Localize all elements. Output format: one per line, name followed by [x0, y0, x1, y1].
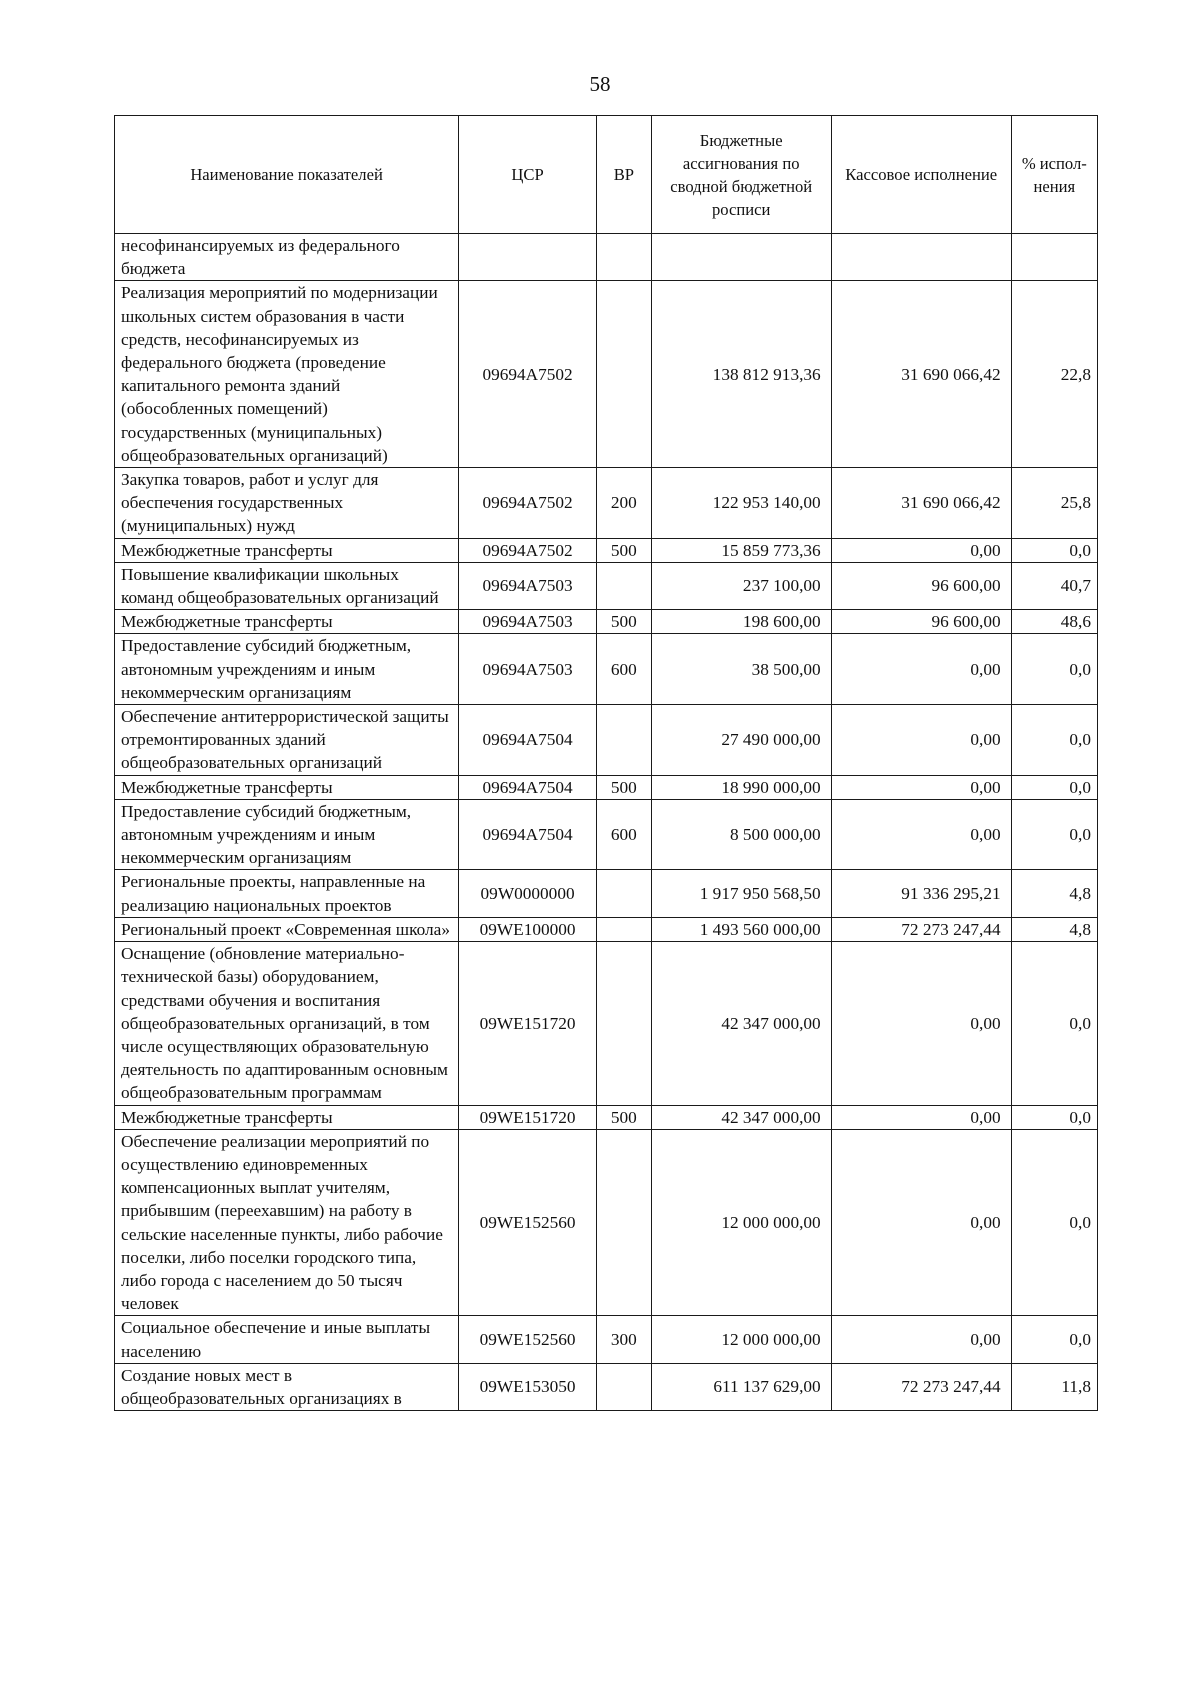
row-csr: 09WE100000 — [459, 917, 597, 941]
row-name: Предоставление субсидий бюджетным, автономным учреждениям и иным некоммерческим организациям — [115, 634, 459, 705]
table-row — [115, 1129, 1098, 1316]
row-name: Обеспечение антитеррористической защиты отремонтированных зданий общеобразовательных организаций — [115, 705, 459, 776]
row-cash-execution: 0,00 — [831, 1129, 1011, 1316]
table-body — [115, 234, 1098, 1411]
budget-execution-table — [114, 115, 1098, 1411]
row-vr — [597, 917, 652, 941]
table-row — [115, 1105, 1098, 1129]
row-cash-execution: 91 336 295,21 — [831, 870, 1011, 917]
row-assignations: 1 917 950 568,50 — [651, 870, 831, 917]
row-vr — [597, 234, 652, 281]
row-vr — [597, 562, 652, 609]
row-csr: 09WE152560 — [459, 1316, 597, 1363]
row-cash-execution: 0,00 — [831, 775, 1011, 799]
row-csr: 09694A7503 — [459, 634, 597, 705]
table-row — [115, 562, 1098, 609]
table-row — [115, 775, 1098, 799]
row-percent: 0,0 — [1011, 799, 1097, 870]
table-row — [115, 634, 1098, 705]
table-row — [115, 538, 1098, 562]
row-assignations: 27 490 000,00 — [651, 705, 831, 776]
row-vr: 500 — [597, 610, 652, 634]
table-row — [115, 705, 1098, 776]
row-vr — [597, 281, 652, 468]
row-assignations: 1 493 560 000,00 — [651, 917, 831, 941]
row-csr: 09694A7502 — [459, 281, 597, 468]
header-percent: % испол-нения — [1011, 116, 1097, 234]
row-cash-execution: 96 600,00 — [831, 610, 1011, 634]
header-assignations: Бюджетные ассигнования по сводной бюджетной росписи — [651, 116, 831, 234]
row-vr: 500 — [597, 538, 652, 562]
row-csr: 09694A7503 — [459, 610, 597, 634]
row-percent: 0,0 — [1011, 1129, 1097, 1316]
row-cash-execution: 31 690 066,42 — [831, 281, 1011, 468]
row-csr: 09W0000000 — [459, 870, 597, 917]
row-percent: 0,0 — [1011, 705, 1097, 776]
row-name: Региональный проект «Современная школа» — [115, 917, 459, 941]
table-row — [115, 281, 1098, 468]
row-percent: 48,6 — [1011, 610, 1097, 634]
row-vr — [597, 870, 652, 917]
header-row — [115, 116, 1098, 234]
row-cash-execution: 0,00 — [831, 799, 1011, 870]
row-percent: 0,0 — [1011, 1316, 1097, 1363]
row-assignations: 138 812 913,36 — [651, 281, 831, 468]
row-name: несофинансируемых из федерального бюджета — [115, 234, 459, 281]
row-name: Межбюджетные трансферты — [115, 538, 459, 562]
row-vr: 600 — [597, 799, 652, 870]
row-name: Оснащение (обновление материально-технической базы) оборудованием, средствами обучения и воспитания общеобразовательных организаций, в том числе осуществляющих образовательную деятельность по адаптированным основным общеобразовательным программам — [115, 942, 459, 1105]
header-csr: ЦСР — [459, 116, 597, 234]
row-percent: 0,0 — [1011, 775, 1097, 799]
row-percent: 4,8 — [1011, 917, 1097, 941]
row-vr: 200 — [597, 468, 652, 539]
row-csr: 09WE151720 — [459, 942, 597, 1105]
row-assignations: 198 600,00 — [651, 610, 831, 634]
row-csr: 09694A7504 — [459, 705, 597, 776]
row-name: Повышение квалификации школьных команд общеобразовательных организаций — [115, 562, 459, 609]
row-cash-execution: 0,00 — [831, 705, 1011, 776]
row-assignations: 18 990 000,00 — [651, 775, 831, 799]
row-name: Межбюджетные трансферты — [115, 1105, 459, 1129]
table-row — [115, 468, 1098, 539]
table-row — [115, 610, 1098, 634]
row-csr: 09694A7504 — [459, 775, 597, 799]
row-name: Предоставление субсидий бюджетным, автономным учреждениям и иным некоммерческим организациям — [115, 799, 459, 870]
row-csr: 09WE153050 — [459, 1363, 597, 1410]
header-cash-execution: Кассовое исполнение — [831, 116, 1011, 234]
row-assignations: 237 100,00 — [651, 562, 831, 609]
row-name: Региональные проекты, направленные на реализацию национальных проектов — [115, 870, 459, 917]
row-vr: 500 — [597, 775, 652, 799]
row-name: Межбюджетные трансферты — [115, 775, 459, 799]
row-vr — [597, 1363, 652, 1410]
row-assignations: 42 347 000,00 — [651, 942, 831, 1105]
row-cash-execution: 0,00 — [831, 942, 1011, 1105]
table-row — [115, 799, 1098, 870]
row-vr: 500 — [597, 1105, 652, 1129]
row-assignations: 42 347 000,00 — [651, 1105, 831, 1129]
row-assignations: 12 000 000,00 — [651, 1129, 831, 1316]
table-row — [115, 234, 1098, 281]
row-percent: 4,8 — [1011, 870, 1097, 917]
row-percent: 40,7 — [1011, 562, 1097, 609]
row-assignations — [651, 234, 831, 281]
row-assignations: 15 859 773,36 — [651, 538, 831, 562]
row-csr — [459, 234, 597, 281]
row-name: Межбюджетные трансферты — [115, 610, 459, 634]
row-csr: 09WE151720 — [459, 1105, 597, 1129]
row-percent: 25,8 — [1011, 468, 1097, 539]
row-name: Реализация мероприятий по модернизации школьных систем образования в части средств, несофинансируемых из федерального бюджета (проведение капитального ремонта зданий (обособленных помещений) государственных (муниципальных) общеобразовательных организаций) — [115, 281, 459, 468]
row-cash-execution: 0,00 — [831, 1316, 1011, 1363]
row-percent: 0,0 — [1011, 634, 1097, 705]
row-percent: 11,8 — [1011, 1363, 1097, 1410]
row-percent: 0,0 — [1011, 538, 1097, 562]
row-cash-execution — [831, 234, 1011, 281]
header-vr: ВР — [597, 116, 652, 234]
table-row — [115, 942, 1098, 1105]
row-cash-execution: 72 273 247,44 — [831, 917, 1011, 941]
table-row — [115, 917, 1098, 941]
row-vr — [597, 942, 652, 1105]
table-row — [115, 870, 1098, 917]
row-cash-execution: 0,00 — [831, 1105, 1011, 1129]
table-row — [115, 1363, 1098, 1410]
row-cash-execution: 72 273 247,44 — [831, 1363, 1011, 1410]
row-name: Закупка товаров, работ и услуг для обеспечения государственных (муниципальных) нужд — [115, 468, 459, 539]
table-row — [115, 1316, 1098, 1363]
row-csr: 09694A7502 — [459, 538, 597, 562]
row-percent: 22,8 — [1011, 281, 1097, 468]
row-assignations: 8 500 000,00 — [651, 799, 831, 870]
row-percent: 0,0 — [1011, 1105, 1097, 1129]
row-percent — [1011, 234, 1097, 281]
row-csr: 09694A7503 — [459, 562, 597, 609]
row-csr: 09694A7504 — [459, 799, 597, 870]
row-name: Создание новых мест в общеобразовательных организациях в — [115, 1363, 459, 1410]
row-vr: 600 — [597, 634, 652, 705]
header-name: Наименование показателей — [115, 116, 459, 234]
row-cash-execution: 31 690 066,42 — [831, 468, 1011, 539]
row-name: Обеспечение реализации мероприятий по осуществлению единовременных компенсационных выплат учителям, прибывшим (переехавшим) на работу в сельские населенные пункты, либо рабочие поселки, либо поселки городского типа, либо города с населением до 50 тысяч человек — [115, 1129, 459, 1316]
row-assignations: 38 500,00 — [651, 634, 831, 705]
row-percent: 0,0 — [1011, 942, 1097, 1105]
row-csr: 09694A7502 — [459, 468, 597, 539]
row-cash-execution: 96 600,00 — [831, 562, 1011, 609]
row-vr — [597, 1129, 652, 1316]
row-cash-execution: 0,00 — [831, 634, 1011, 705]
row-cash-execution: 0,00 — [831, 538, 1011, 562]
table-header — [115, 116, 1098, 234]
page-number: 58 — [589, 72, 611, 96]
row-assignations: 12 000 000,00 — [651, 1316, 831, 1363]
row-assignations: 122 953 140,00 — [651, 468, 831, 539]
row-name: Социальное обеспечение и иные выплаты населению — [115, 1316, 459, 1363]
row-csr: 09WE152560 — [459, 1129, 597, 1316]
row-assignations: 611 137 629,00 — [651, 1363, 831, 1410]
row-vr — [597, 705, 652, 776]
row-vr: 300 — [597, 1316, 652, 1363]
